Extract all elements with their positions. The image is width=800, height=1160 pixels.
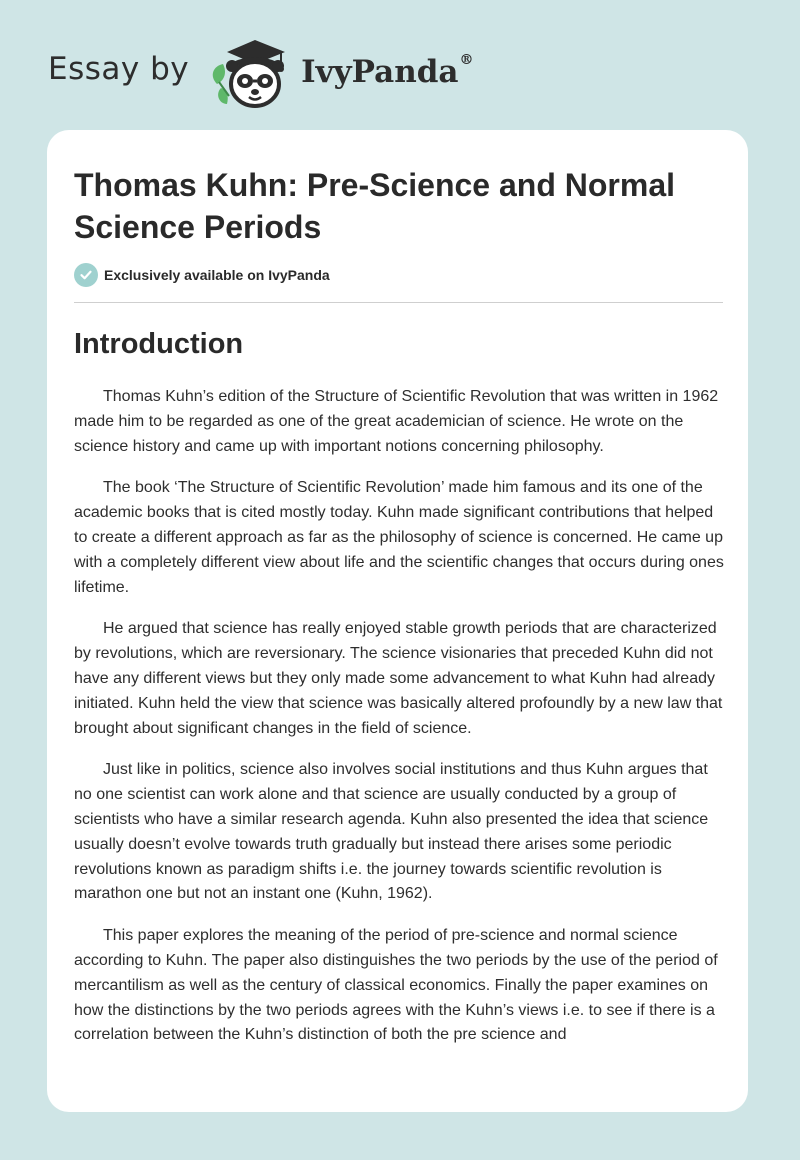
section-heading: Introduction (74, 328, 244, 360)
leaf-icon (213, 64, 229, 104)
badge-text: Exclusively available on IvyPanda (104, 267, 330, 283)
essay-title: Thomas Kuhn: Pre-Science and Normal Science Periods (74, 167, 676, 245)
title-divider (74, 302, 723, 303)
essay-body (74, 385, 725, 1065)
essay-card (47, 130, 748, 1112)
brand-name[interactable] (301, 54, 473, 90)
exclusive-badge (74, 263, 330, 287)
paragraph: This paper explores the meaning of the period of pre-science and normal science according to Kuhn. The paper also distinguishes the two periods by the use of the period of mercantilism as well as the century of classical economics. Finally the paper examines on how the distinctions by the two periods agrees with the Kuhn’s views i.e. to see if there is a correlation between the Kuhn’s distinction of both the pre science and (74, 927, 718, 1044)
check-circle-icon (74, 263, 98, 287)
paragraph: He argued that science has really enjoyed stable growth periods that are characterized by revolutions, which are reversionary. The science visionaries that preceded Kuhn did not have any different views but they only made some advancement to what Kuhn had already initiated. Kuhn held the view that science was basically altered profoundly by a new law that brought about significant changes in the field of science. (74, 620, 723, 737)
panda-graduation-cap-icon[interactable] (207, 34, 293, 114)
registered-mark: ® (459, 52, 474, 68)
paragraph: The book ‘The Structure of Scientific Revolution’ made him famous and its one of the academic books that is cited mostly today. Kuhn made significant contributions that helped to create a different approach as far as the philosophy of science is concerned. He came up with a completely different view about life and the scientific changes that occurs during ones lifetime. (74, 479, 724, 596)
site-header (48, 34, 474, 114)
paragraph: Thomas Kuhn’s edition of the Structure of Scientific Revolution that was written in 1962 made him to be regarded as one of the great academician of science. He wrote on the science history and came up with important notions concerning philosophy. (74, 388, 719, 455)
essay-by-label: Essay by (48, 51, 190, 87)
paragraph: Just like in politics, science also involves social institutions and thus Kuhn argues that no one scientist can work alone and that science are usually conducted by a group of scientists who have a similar research agenda. Kuhn also presented the idea that science usually doesn’t evolve towards truth gradually but instead there arises some periodic revolutions known as paradigm shifts i.e. the journey towards scientific revolution is marathon one but not an instant one (Kuhn, 1962). (74, 761, 709, 903)
brand-text: IvyPanda (301, 54, 459, 90)
